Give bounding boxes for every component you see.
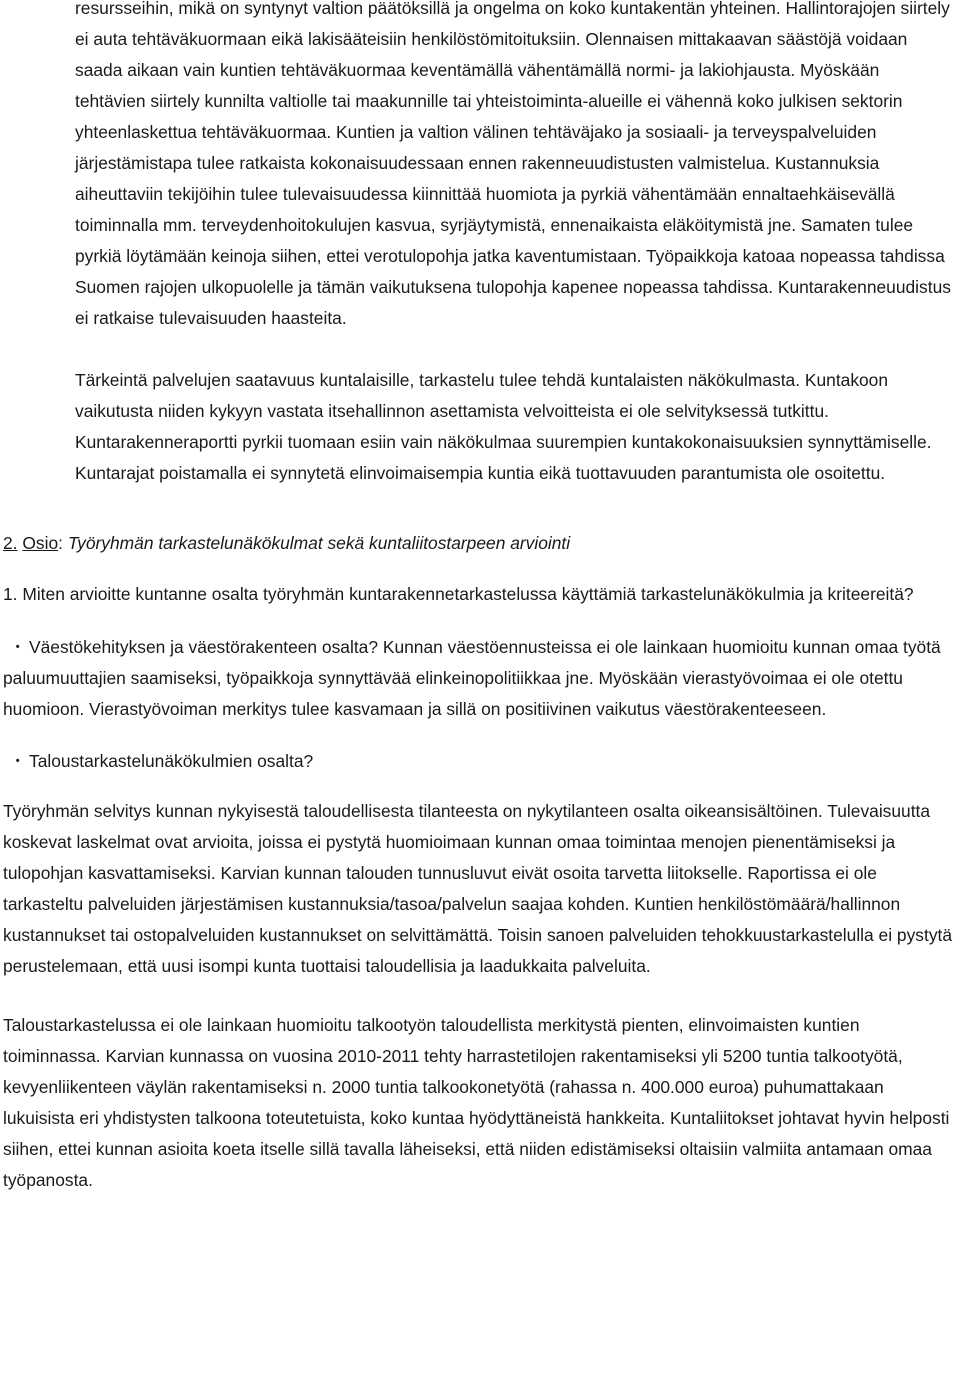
economy-paragraph-1: Työryhmän selvitys kunnan nykyisestä taloudellisesta tilanteesta on nykytilanteen osalta oikeansisältöinen. Tulevaisuutta koskevat laskelmat ovat arvioita, joissa ei pystytä huomioimaan kunnan omaa toimintaa menojen pienentämiseksi ja tulopohjan kasvattamiseksi. Karvian kunnan talouden tunnusluvut eivät osoita tarvetta liitokselle. Raportissa ei ole tarkasteltu palveluiden järjestämisen kustannuksia/tasoa/palvelun saajaa kohden. Kuntien henkilöstömäärä/hallinnon kustannukset tai ostopalveluiden kustannukset on selvittämättä. Toisin sanoen palveluiden tehokkuustarkastelulla ei pystytä perustelemaan, että uusi isompi kunta tuottaisi taloudellisia ja laadukkaita palveluita. [3,801,953,976]
section-subtitle: Työryhmän tarkastelunäkökulmat sekä kuntaliitostarpeen arviointi [67,533,571,553]
economy-label: Taloustarkastelunäkökulmien osalta? [29,751,314,771]
section-separator: : [58,533,63,553]
intro-block [0,0,960,489]
question-1: 1. Miten arvioitte kuntanne osalta työryhmän kuntarakennetarkastelussa käyttämiä tarkastelunäkökulmia ja kriteereitä? [3,584,914,604]
intro-paragraph-2: Tärkeintä palvelujen saatavuus kuntalaisille, tarkastelu tulee tehdä kuntalaisten näkökulmasta. Kuntakoon vaikutusta niiden kykyyn vastata itsehallinnon asettamista velvoitteista ei ole selvityksessä tutkittu. Kuntarakenneraportti pyrkii tuomaan esiin vain näkökulmaa suurempien kuntakokonaisuuksien synnyttämiselle. Kuntarajat poistamalla ei synnytetä elinvoimaisempia kuntia eikä tuottavuuden parantumista ole osoitettu. [75,370,932,483]
section-number: 2. [3,533,18,553]
section-heading [3,528,954,559]
population-bullet [3,632,954,725]
paragraph-gap [75,334,952,365]
intro-paragraph-1: resursseihin, mikä on syntynyt valtion päätöksillä ja ongelma on koko kuntakentän yhteinen. Hallintorajojen siirtely ei auta tehtäväkuormaan eikä lakisääteisiin henkilöstömitoituksiin. Olennaisen mittakaavan säästöjä voidaan saada aikaan vain kuntien tehtäväkuormaa keventämällä vähentämällä normi- ja lakiohjausta. Myöskään tehtävien siirtely kunnilta valtiolle tai maakunnille tai yhteistoiminta-alueille ei vähennä koko julkisen sektorin yhteenlaskettua tehtäväkuormaa. Kuntien ja valtion välinen tehtäväjako ja sosiaali- ja terveyspalveluiden järjestämistapa tulee ratkaista kokonaisuudessaan ennen rakenneuudistusten valmistelua. Kustannuksia aiheuttaviin tekijöihin tulee tulevaisuudessa kiinnittää huomiota ja pyrkiä vähentämään ennaltaehkäisevällä toiminnalla mm. terveydenhoitokulujen kasvua, syrjäytymistä, ennenaikaista eläköitymistä jne. Samaten tulee pyrkiä löytämään keinoja siihen, ettei verotulopohja jatka kaventumistaan. Työpaikkoja katoaa nopeassa tahdissa Suomen rajojen ulkopuolelle ja tämän vaikutuksena tulopohja kapenee nopeassa tahdissa. Kuntarakenneuudistus ei ratkaise tulevaisuuden haasteita. [75,0,951,328]
population-text: Kunnan väestöennusteissa ei ole lainkaan huomioitu kunnan omaa työtä paluumuuttajien saamiseksi, työpaikkoja synnyttävää elinkeinopolitiikkaa jne. Myöskään vierastyövoimaa ei ole otettu huomioon. Vierastyövoiman merkitys tulee kasvamaan ja sillä on positiivinen vaikutus väestörakenteeseen. [3,637,941,719]
economy-paragraph-2: Taloustarkastelussa ei ole lainkaan huomioitu talkootyön taloudellista merkitystä pienten, elinvoimaisten kuntien toiminnassa. Karvian kunnassa on vuosina 2010-2011 tehty harrastetilojen rakentamiseksi yli 5200 tuntia talkootyötä, kevyenliikenteen väylän rakentamiseksi n. 2000 tuntia talkookonetyötä (rahassa n. 400.000 euroa) puhumattakaan lukuisista eri yhdistysten talkoona toteutetuista, koko kuntaa hyödyttäneistä hankkeita. Kuntaliitokset johtavat hyvin helposti siihen, ettei kunnan asioita koeta itselle sillä tavalla läheiseksi, että niiden edistämiseksi oltaisiin valmiita antamaan omaa työpanosta. [3,1015,950,1190]
economy-bullet [3,746,954,777]
section-gap [0,489,960,520]
section-2-block [0,528,960,1196]
bullet-icon: ・ [9,637,27,657]
population-label: Väestökehityksen ja väestörakenteen osalta? [29,637,379,657]
bullet-icon: ・ [9,751,27,771]
section-link[interactable]: Osio [22,533,59,553]
